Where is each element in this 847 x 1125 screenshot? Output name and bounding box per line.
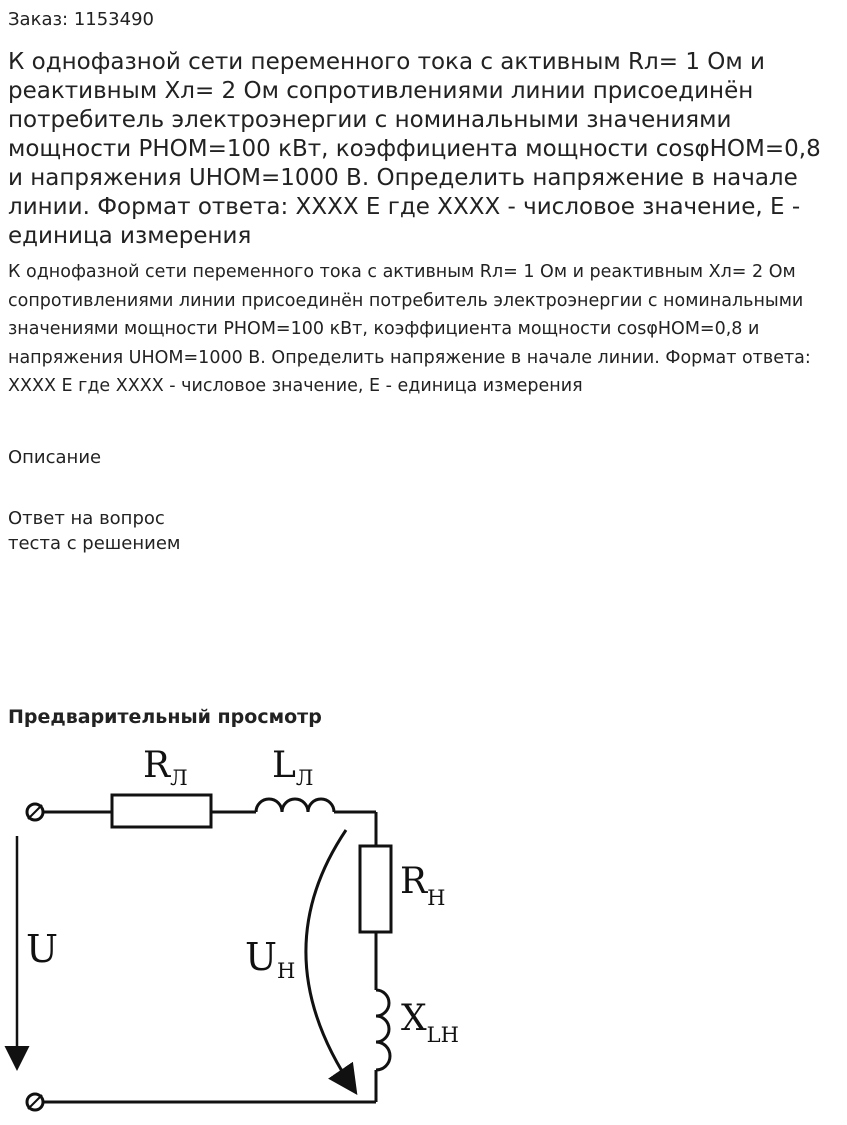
load-resistor xyxy=(360,846,391,932)
task-text: К однофазной сети переменного тока с активным Rл= 1 Ом и реактивным Хл= 2 Ом сопротивлениями линии присоединён потребитель электроэнергии с номинальными значениями мощности PНОМ=100 кВт, коэффициента мощности cosφНОМ=0,8 и напряжения UНОМ=1000 В. Определить напряжение в начале линии. Формат ответа: XXXX E где XXXX - числовое значение, E - единица измерения xyxy=(8,262,811,396)
load-inductor xyxy=(376,990,390,1070)
label-l-line: $L_Л$ xyxy=(272,745,314,790)
line-resistor xyxy=(112,795,211,827)
line-inductor xyxy=(256,799,334,812)
answer-note xyxy=(8,506,180,556)
label-x-load: $X_{LН}$ xyxy=(401,998,459,1047)
label-r-load: $R_Н$ xyxy=(400,861,446,910)
circuit-diagram xyxy=(0,740,480,1125)
terminal-top xyxy=(27,804,43,820)
page-title: К однофазной сети переменного тока с активным Rл= 1 Ом и реактивным Хл= 2 Ом сопротивлениями линии присоединён потребитель электроэнергии с номинальными значениями мощности PНОМ=100 кВт, коэффициента мощности cosφНОМ=0,8 и напряжения UНОМ=1000 В. Определить напряжение в начале линии. Формат ответа: XXXX E где XXXX - числовое значение, E - единица измерения xyxy=(8,49,821,249)
preview-heading: Предварительный просмотр xyxy=(8,706,322,728)
label-r-line: $R_Л$ xyxy=(143,745,188,790)
answer-line-1: Ответ на вопрос xyxy=(8,508,165,529)
answer-line-2: теста с решением xyxy=(8,533,181,554)
label-u: U xyxy=(26,927,59,971)
terminal-bottom xyxy=(27,1094,43,1110)
circuit-wires xyxy=(43,812,376,1102)
description-label: Описание xyxy=(8,447,102,468)
label-u-load: $U_Н$ xyxy=(245,935,296,983)
order-number: Заказ: 1153490 xyxy=(8,9,154,30)
voltage-arrow-load xyxy=(306,830,354,1090)
